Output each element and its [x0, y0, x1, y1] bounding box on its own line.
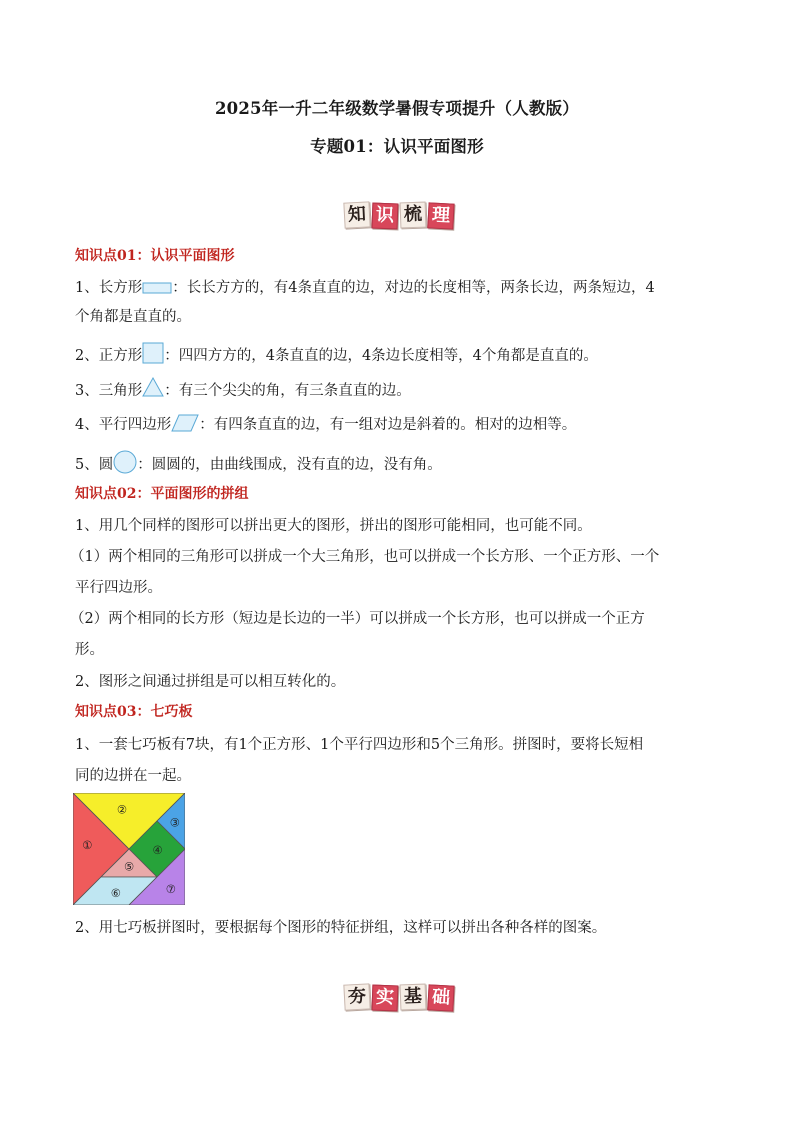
kp1-parallelogram-label: 4、平行四边形 [75, 417, 172, 433]
kp1-parallelogram-desc: ：有四条直直的边，有一组对边是斜着的。相对的边相等。 [199, 417, 577, 433]
document-subtitle: 专题01：认识平面图形 [310, 137, 484, 156]
kp2-line-3: 平行四边形。 [75, 580, 162, 596]
badge-char: 识 [372, 203, 399, 230]
kp1-rect-line [75, 276, 655, 297]
kp3-line-2: 同的边拼在一起。 [75, 768, 191, 784]
tangram-label-7: ⑦ [165, 882, 176, 896]
kp1-heading: 知识点01：认识平面图形 [75, 248, 235, 264]
square-icon [142, 342, 164, 364]
kp1-triangle-label: 3、三角形 [75, 383, 143, 399]
kp1-rect-line2: 个角都是直直的。 [75, 309, 191, 325]
kp1-rect-label: 1、长方形 [75, 280, 143, 296]
kp1-square-desc: ：四四方方的，4条直直的边，4条边长度相等，4个角都是直直的。 [164, 348, 598, 364]
badge-char: 知 [343, 201, 370, 228]
tangram-label-4: ④ [152, 844, 163, 858]
tangram-label-5: ⑤ [123, 860, 135, 874]
tangram-label-6: ⑥ [110, 886, 121, 900]
foundation-badge [344, 984, 454, 1010]
triangle-icon [142, 377, 164, 397]
kp2-line-1: 1、用几个同样的图形可以拼出更大的图形，拼出的图形可能相同，也可能不同。 [75, 518, 592, 534]
kp1-triangle-line [75, 377, 411, 400]
kp1-square-line [75, 342, 598, 365]
kp1-rect-desc: ：长长方方的，有4条直直的边，对边的长度相等，两条长边，两条短边，4 [172, 280, 655, 296]
kp3-line-1: 1、一套七巧板有7块，有1个正方形、1个平行四边形和5个三角形。拼图时，要将长短相 [75, 737, 644, 753]
kp2-line-2: （1）两个相同的三角形可以拼成一个大三角形，也可以拼成一个长方形、一个正方形、一个 [70, 549, 660, 565]
badge-char: 实 [372, 985, 399, 1012]
document-title: 2025年一升二年级数学暑假专项提升（人教版） [214, 99, 580, 118]
tangram-label-2: ② [116, 803, 127, 817]
knowledge-summary-badge [344, 202, 454, 228]
kp1-circle-line [75, 450, 442, 474]
kp1-square-label: 2、正方形 [75, 348, 143, 364]
kp1-circle-desc: ：圆圆的，由曲线围成，没有直的边，没有角。 [137, 457, 442, 473]
tangram-label-3: ③ [169, 816, 180, 830]
kp2-line-5: 形。 [75, 642, 104, 658]
badge-char: 基 [400, 984, 427, 1011]
badge-char: 础 [427, 984, 454, 1011]
kp2-heading: 知识点02：平面图形的拼组 [75, 486, 249, 502]
kp3-line-3: 2、用七巧板拼图时，要根据每个图形的特征拼组，这样可以拼出各种各样的图案。 [75, 920, 607, 936]
badge-char: 梳 [400, 202, 427, 229]
kp2-line-6: 2、图形之间通过拼组是可以相互转化的。 [75, 674, 346, 690]
kp1-circle-label: 5、圆 [75, 457, 114, 473]
badge-char: 夯 [343, 983, 370, 1010]
kp1-triangle-desc: ：有三个尖尖的角，有三条直直的边。 [164, 383, 411, 399]
tangram-label-1: ① [82, 839, 93, 852]
kp2-line-4: （2）两个相同的长方形（短边是长边的一半）可以拼成一个长方形，也可以拼成一个正方 [70, 611, 645, 627]
tangram-figure [73, 793, 185, 905]
kp3-heading: 知识点03：七巧板 [75, 704, 193, 720]
rectangle-icon [142, 281, 172, 295]
badge-char: 理 [427, 202, 454, 229]
circle-icon [113, 450, 137, 474]
parallelogram-icon [171, 414, 199, 432]
kp1-parallelogram-line [75, 413, 576, 434]
